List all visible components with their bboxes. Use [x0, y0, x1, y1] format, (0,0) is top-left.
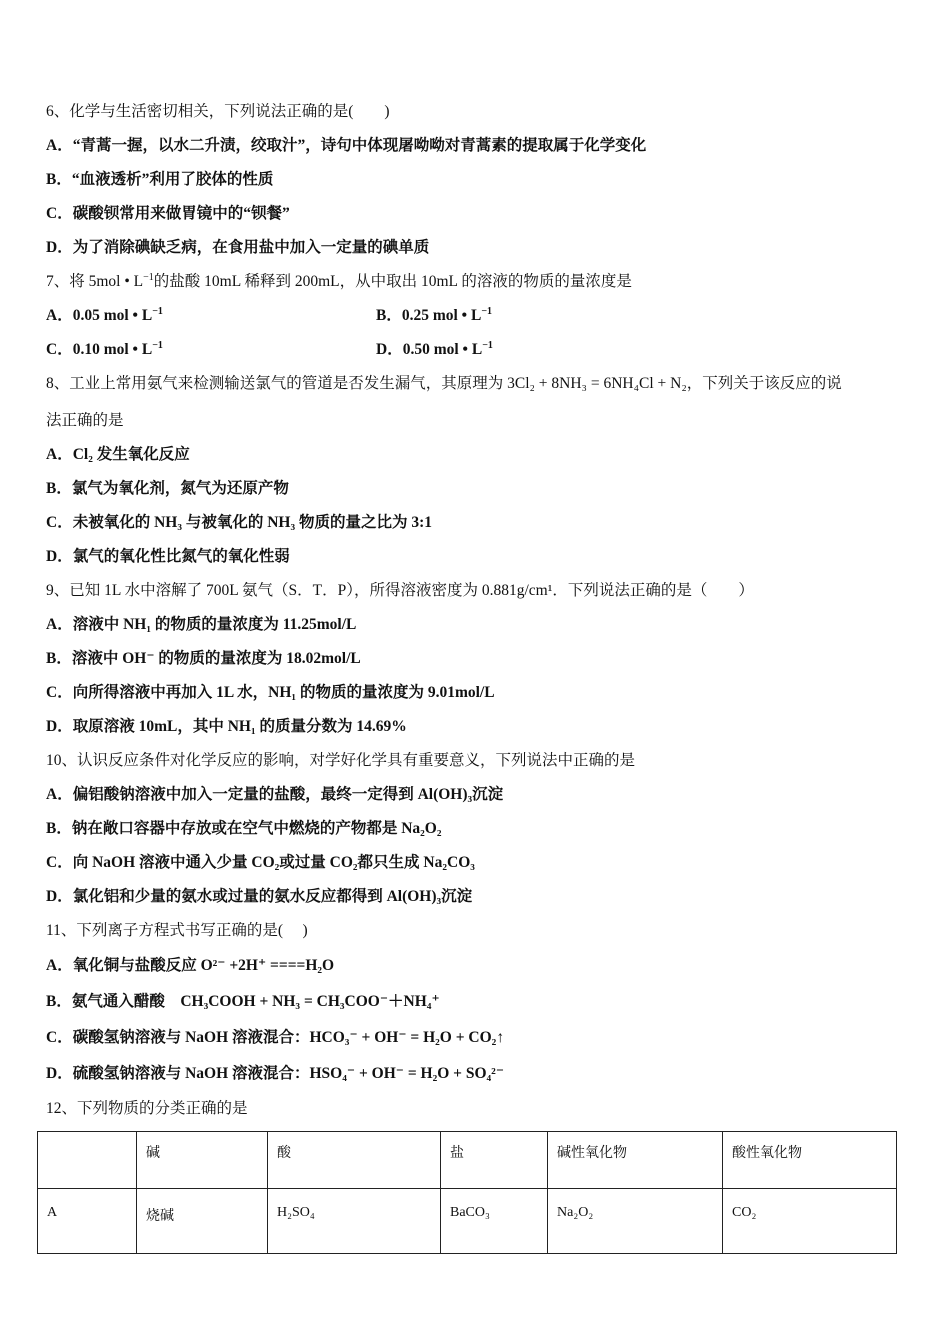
table-cell: 烧碱	[137, 1189, 268, 1254]
option-label: A．0.05 mol • L	[46, 307, 153, 324]
superscript: −1	[143, 272, 154, 283]
question-8-stem-line1: 8、工业上常用氨气来检测输送氯气的管道是否发生漏气，其原理为 3Cl₂ + 8NH₃ = 6NH₄Cl + N₂，下列关于该反应的说	[46, 375, 842, 392]
table-header-cell: 盐	[441, 1132, 548, 1189]
table-cell: Na₂O₂	[548, 1189, 723, 1254]
question-7-stem	[46, 272, 632, 292]
question-9-option-c: C．向所得溶液中再加入 1L 水，NH₁ 的物质的量浓度为 9.01mol/L	[46, 684, 495, 701]
option-label: D．0.50 mol • L	[376, 341, 483, 358]
question-8-option-a: A．Cl₂ 发生氧化反应	[46, 446, 190, 463]
table-header-cell: 碱	[137, 1132, 268, 1189]
question-11-option-a: A．氧化铜与盐酸反应 O²⁻ +2H⁺ ====H₂O	[46, 957, 335, 974]
superscript: −1	[481, 306, 493, 317]
question-12-stem: 12、下列物质的分类正确的是	[46, 1100, 248, 1117]
question-7-option-a	[46, 306, 163, 326]
superscript: −1	[152, 306, 163, 317]
table-row	[38, 1189, 897, 1254]
question-9-stem: 9、已知 1L 水中溶解了 700L 氨气（S．T．P），所得溶液密度为 0.881g/cm¹．下列说法正确的是（ ）	[46, 582, 754, 599]
classification-table	[37, 1131, 897, 1254]
question-10-option-a: A．偏铝酸钠溶液中加入一定量的盐酸，最终一定得到 Al(OH)₃沉淀	[46, 786, 504, 803]
question-10-stem: 10、认识反应条件对化学反应的影响，对学好化学具有重要意义，下列说法中正确的是	[46, 752, 636, 769]
question-8-option-b: B．氯气为氧化剂，氮气为还原产物	[46, 480, 289, 497]
question-9-option-a: A．溶液中 NH₁ 的物质的量浓度为 11.25mol/L	[46, 616, 357, 633]
stem-text: 的盐酸 10mL 稀释到 200mL，从中取出 10mL 的溶液的物质的量浓度是	[153, 273, 632, 290]
question-6-option-d: D．为了消除碘缺乏病，在食用盐中加入一定量的碘单质	[46, 239, 430, 256]
table-cell: CO₂	[723, 1189, 897, 1254]
question-8-option-c: C．未被氧化的 NH₃ 与被氧化的 NH₃ 物质的量之比为 3:1	[46, 514, 433, 531]
question-11-option-b: B．氨气通入醋酸 CH₃COOH + NH₃ = CH₃COO⁻＋NH₄⁺	[46, 993, 440, 1010]
question-7-option-b	[376, 306, 492, 326]
table-header-cell: 酸	[268, 1132, 441, 1189]
option-label: C．0.10 mol • L	[46, 341, 153, 358]
question-6-option-c: C．碳酸钡常用来做胃镜中的“钡餐”	[46, 205, 290, 222]
superscript: −1	[152, 340, 163, 351]
table-header-cell: 碱性氧化物	[548, 1132, 723, 1189]
question-8-option-d: D．氯气的氧化性比氮气的氧化性弱	[46, 548, 290, 565]
table-cell: A	[38, 1189, 137, 1254]
question-6-stem: 6、化学与生活密切相关，下列说法正确的是( )	[46, 103, 390, 120]
question-7-option-d	[376, 340, 493, 360]
question-9-option-d: D．取原溶液 10mL，其中 NH₁ 的质量分数为 14.69%	[46, 718, 407, 735]
table-header-cell	[38, 1132, 137, 1189]
question-9-option-b: B．溶液中 OH⁻ 的物质的量浓度为 18.02mol/L	[46, 650, 361, 667]
question-6-option-a: A．“青蒿一握，以水二升渍，绞取汁”，诗句中体现屠呦呦对青蒿素的提取属于化学变化	[46, 137, 647, 154]
question-10-option-d: D．氯化铝和少量的氨水或过量的氨水反应都得到 Al(OH)₃沉淀	[46, 888, 473, 905]
question-8-stem-line2: 法正确的是	[46, 412, 124, 429]
question-6-option-b: B．“血液透析”利用了胶体的性质	[46, 171, 274, 188]
question-10-option-c: C．向 NaOH 溶液中通入少量 CO₂或过量 CO₂都只生成 Na₂CO₃	[46, 854, 475, 871]
stem-text: 7、将 5mol • L	[46, 273, 144, 290]
question-7-option-c	[46, 340, 163, 360]
superscript: −1	[482, 340, 493, 351]
table-cell: BaCO₃	[441, 1189, 548, 1254]
table-cell: H₂SO₄	[268, 1189, 441, 1254]
option-label: B．0.25 mol • L	[376, 307, 482, 324]
question-10-option-b: B．钠在敞口容器中存放或在空气中燃烧的产物都是 Na₂O₂	[46, 820, 442, 837]
table-header-cell: 酸性氧化物	[723, 1132, 897, 1189]
question-11-option-d: D．硫酸氢钠溶液与 NaOH 溶液混合：HSO₄⁻ + OH⁻ = H₂O + SO₄²⁻	[46, 1065, 505, 1082]
question-11-stem: 11、下列离子方程式书写正确的是( )	[46, 922, 308, 939]
question-11-option-c: C．碳酸氢钠溶液与 NaOH 溶液混合：HCO₃⁻ + OH⁻ = H₂O + CO₂↑	[46, 1029, 505, 1046]
table-header-row	[38, 1132, 897, 1189]
